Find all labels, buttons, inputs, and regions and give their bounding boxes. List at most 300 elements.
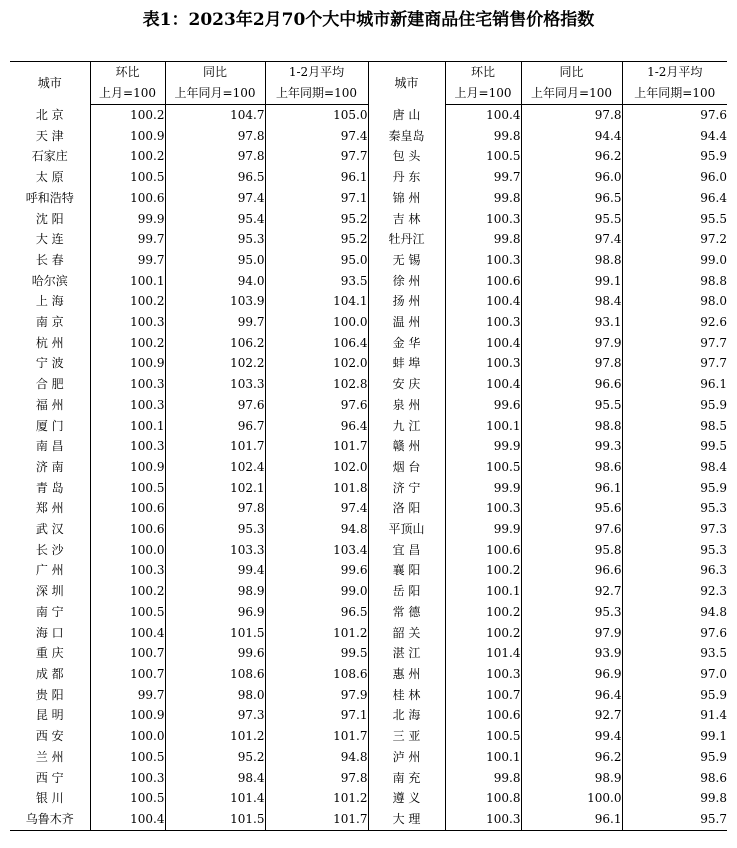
yoy-value-right: 99.1 <box>521 271 622 292</box>
mom-value-left: 99.7 <box>90 250 165 271</box>
yoy-value-left: 102.2 <box>165 353 265 374</box>
mom-value-left: 100.3 <box>90 312 165 333</box>
yoy-value-right: 98.8 <box>521 250 622 271</box>
mom-value-left: 100.9 <box>90 457 165 478</box>
city-name-left: 西 安 <box>35 729 64 744</box>
yoy-value-left: 98.9 <box>165 581 265 602</box>
mom-value-right: 100.5 <box>445 726 521 747</box>
city-name-right: 南 充 <box>368 768 445 789</box>
mom-value-right: 100.7 <box>445 685 521 706</box>
table-row <box>10 416 727 437</box>
table-row <box>10 498 727 519</box>
city-name-left: 昆 明 <box>35 708 64 723</box>
yoy-value-right: 98.8 <box>521 416 622 437</box>
mom-value-left: 100.2 <box>90 581 165 602</box>
mom-value-right: 100.4 <box>445 333 521 354</box>
mom-value-right: 99.9 <box>445 519 521 540</box>
avg-value-left: 97.8 <box>265 768 368 789</box>
yoy-value-right: 96.2 <box>521 747 622 768</box>
mom-value-left: 100.3 <box>90 436 165 457</box>
mom-value-left: 100.5 <box>90 167 165 188</box>
city-name-right: 洛 阳 <box>368 498 445 519</box>
city-name-right: 宜 昌 <box>368 540 445 561</box>
mom-value-left: 100.1 <box>90 271 165 292</box>
yoy-value-left: 95.2 <box>165 747 265 768</box>
table-row <box>10 705 727 726</box>
yoy-value-left: 98.4 <box>165 768 265 789</box>
avg-value-right: 99.5 <box>622 436 727 457</box>
mom-value-left: 100.6 <box>90 498 165 519</box>
city-name-right: 襄 阳 <box>368 560 445 581</box>
mom-value-right: 99.9 <box>445 436 521 457</box>
avg-value-left: 108.6 <box>265 664 368 685</box>
city-name-left: 长 春 <box>35 252 64 267</box>
yoy-value-right: 100.0 <box>521 788 622 809</box>
avg-value-right: 99.1 <box>622 726 727 747</box>
yoy-value-right: 93.1 <box>521 312 622 333</box>
yoy-value-left: 99.6 <box>165 643 265 664</box>
avg-value-left: 102.8 <box>265 374 368 395</box>
mom-value-right: 100.2 <box>445 602 521 623</box>
mom-value-left: 100.5 <box>90 478 165 499</box>
avg-value-left: 104.1 <box>265 291 368 312</box>
yoy-value-left: 97.6 <box>165 395 265 416</box>
avg-value-left: 106.4 <box>265 333 368 354</box>
avg-value-right: 95.9 <box>622 146 727 167</box>
avg-value-left: 102.0 <box>265 457 368 478</box>
city-name-right: 烟 台 <box>368 457 445 478</box>
yoy-value-right: 95.8 <box>521 540 622 561</box>
avg-value-right: 97.7 <box>622 353 727 374</box>
yoy-value-left: 99.7 <box>165 312 265 333</box>
avg-value-right: 94.4 <box>622 126 727 147</box>
mom-value-right: 100.3 <box>445 353 521 374</box>
yoy-value-right: 98.9 <box>521 768 622 789</box>
table-row <box>10 457 727 478</box>
avg-value-right: 93.5 <box>622 643 727 664</box>
city-name-right: 丹 东 <box>368 167 445 188</box>
avg-value-left: 94.8 <box>265 519 368 540</box>
yoy-value-left: 97.8 <box>165 498 265 519</box>
mom-value-left: 100.2 <box>90 105 165 126</box>
avg-value-left: 99.0 <box>265 581 368 602</box>
mom-value-left: 100.2 <box>90 146 165 167</box>
avg-value-right: 95.9 <box>622 478 727 499</box>
city-name-left: 太 原 <box>35 170 64 185</box>
avg-value-left: 99.6 <box>265 560 368 581</box>
mom-value-right: 100.3 <box>445 498 521 519</box>
table-body <box>10 105 727 831</box>
table-row <box>10 395 727 416</box>
yoy-value-right: 96.9 <box>521 664 622 685</box>
avg-value-left: 105.0 <box>265 105 368 126</box>
city-name-left: 深 圳 <box>35 584 64 599</box>
mom-value-left: 100.9 <box>90 353 165 374</box>
city-name-right: 湛 江 <box>368 643 445 664</box>
yoy-value-left: 101.2 <box>165 726 265 747</box>
yoy-value-right: 95.5 <box>521 209 622 230</box>
city-name-left: 天 津 <box>35 128 64 143</box>
city-name-right: 九 江 <box>368 416 445 437</box>
city-name-right: 遵 义 <box>368 788 445 809</box>
yoy-value-right: 96.6 <box>521 374 622 395</box>
avg-value-left: 94.8 <box>265 747 368 768</box>
table-row <box>10 540 727 561</box>
mom-value-left: 100.0 <box>90 726 165 747</box>
mom-value-left: 100.7 <box>90 643 165 664</box>
city-name-right: 锦 州 <box>368 188 445 209</box>
city-name-right: 赣 州 <box>368 436 445 457</box>
mom-value-left: 100.7 <box>90 664 165 685</box>
mom-base-right: 上月=100 <box>445 83 521 105</box>
avg-value-left: 101.2 <box>265 623 368 644</box>
table-row <box>10 560 727 581</box>
mom-value-right: 100.3 <box>445 250 521 271</box>
mom-value-right: 99.9 <box>445 478 521 499</box>
yoy-header-right: 同比 <box>521 62 622 84</box>
yoy-value-left: 97.8 <box>165 146 265 167</box>
mom-value-right: 99.8 <box>445 229 521 250</box>
city-name-right: 泸 州 <box>368 747 445 768</box>
yoy-value-left: 95.3 <box>165 519 265 540</box>
yoy-value-right: 95.3 <box>521 602 622 623</box>
city-name-right: 惠 州 <box>368 664 445 685</box>
avg-value-left: 93.5 <box>265 271 368 292</box>
yoy-value-left: 103.3 <box>165 540 265 561</box>
mom-value-right: 100.3 <box>445 664 521 685</box>
mom-value-right: 100.3 <box>445 312 521 333</box>
yoy-value-left: 94.0 <box>165 271 265 292</box>
city-name-right: 包 头 <box>368 146 445 167</box>
mom-base-left: 上月=100 <box>90 83 165 105</box>
yoy-value-right: 99.3 <box>521 436 622 457</box>
table-row <box>10 271 727 292</box>
avg-value-right: 96.3 <box>622 560 727 581</box>
city-name-left: 长 沙 <box>35 542 64 557</box>
avg-value-right: 92.6 <box>622 312 727 333</box>
mom-value-left: 100.3 <box>90 395 165 416</box>
mom-value-left: 100.1 <box>90 416 165 437</box>
mom-value-right: 100.2 <box>445 560 521 581</box>
yoy-value-left: 97.3 <box>165 705 265 726</box>
table-row <box>10 809 727 830</box>
yoy-value-left: 102.1 <box>165 478 265 499</box>
mom-value-right: 99.8 <box>445 188 521 209</box>
yoy-value-left: 98.0 <box>165 685 265 706</box>
mom-value-left: 100.9 <box>90 705 165 726</box>
yoy-value-left: 96.7 <box>165 416 265 437</box>
mom-value-left: 99.7 <box>90 229 165 250</box>
avg-value-right: 97.6 <box>622 105 727 126</box>
city-name-right: 无 锡 <box>368 250 445 271</box>
city-name-left: 银 川 <box>35 791 64 806</box>
city-name-right: 徐 州 <box>368 271 445 292</box>
avg-value-right: 96.1 <box>622 374 727 395</box>
city-name-left: 沈 阳 <box>35 211 64 226</box>
avg-value-right: 97.7 <box>622 333 727 354</box>
city-name-left: 呼和浩特 <box>25 190 74 205</box>
mom-value-left: 99.7 <box>90 685 165 706</box>
mom-value-right: 99.7 <box>445 167 521 188</box>
avg-value-right: 95.5 <box>622 209 727 230</box>
price-index-table <box>10 61 727 831</box>
yoy-value-left: 101.5 <box>165 623 265 644</box>
yoy-value-right: 96.1 <box>521 809 622 830</box>
yoy-value-left: 106.2 <box>165 333 265 354</box>
avg-value-right: 96.0 <box>622 167 727 188</box>
yoy-value-right: 99.4 <box>521 726 622 747</box>
mom-value-left: 100.3 <box>90 768 165 789</box>
mom-value-left: 100.6 <box>90 519 165 540</box>
yoy-base-right: 上年同月=100 <box>521 83 622 105</box>
yoy-value-left: 95.4 <box>165 209 265 230</box>
avg-value-right: 98.6 <box>622 768 727 789</box>
avg-value-right: 95.3 <box>622 540 727 561</box>
city-name-right: 金 华 <box>368 333 445 354</box>
city-name-left: 济 南 <box>35 459 64 474</box>
avg-value-right: 95.3 <box>622 498 727 519</box>
table-row <box>10 229 727 250</box>
city-name-left: 成 都 <box>35 666 64 681</box>
avg-value-right: 97.6 <box>622 623 727 644</box>
mom-value-right: 100.6 <box>445 271 521 292</box>
city-name-right: 泉 州 <box>368 395 445 416</box>
city-name-left: 重 庆 <box>35 646 64 661</box>
city-name-right: 济 宁 <box>368 478 445 499</box>
mom-value-right: 100.3 <box>445 809 521 830</box>
table-row <box>10 788 727 809</box>
avg-base-right: 上年同期=100 <box>622 83 727 105</box>
avg-value-left: 95.0 <box>265 250 368 271</box>
yoy-value-right: 96.2 <box>521 146 622 167</box>
yoy-value-right: 96.1 <box>521 478 622 499</box>
table-row <box>10 291 727 312</box>
avg-header-right: 1-2月平均 <box>622 62 727 84</box>
mom-value-left: 100.5 <box>90 788 165 809</box>
city-name-right: 岳 阳 <box>368 581 445 602</box>
city-name-right: 秦皇岛 <box>368 126 445 147</box>
avg-value-left: 96.1 <box>265 167 368 188</box>
table-title: 表1：2023年2月70个大中城市新建商品住宅销售价格指数 <box>142 10 595 30</box>
avg-header-left: 1-2月平均 <box>265 62 368 84</box>
mom-value-right: 100.1 <box>445 581 521 602</box>
mom-value-right: 99.8 <box>445 768 521 789</box>
city-name-left: 武 汉 <box>35 522 64 537</box>
avg-value-left: 101.2 <box>265 788 368 809</box>
yoy-value-right: 96.4 <box>521 685 622 706</box>
table-row <box>10 581 727 602</box>
table-row <box>10 478 727 499</box>
mom-value-right: 100.1 <box>445 416 521 437</box>
table-row <box>10 436 727 457</box>
yoy-value-right: 95.5 <box>521 395 622 416</box>
avg-value-left: 97.1 <box>265 705 368 726</box>
city-name-right: 桂 林 <box>368 685 445 706</box>
yoy-value-right: 96.6 <box>521 560 622 581</box>
table-row <box>10 126 727 147</box>
city-name-right: 平顶山 <box>368 519 445 540</box>
table-row <box>10 643 727 664</box>
mom-value-right: 100.6 <box>445 705 521 726</box>
city-name-left: 合 肥 <box>35 377 64 392</box>
yoy-value-left: 96.9 <box>165 602 265 623</box>
city-name-left: 宁 波 <box>35 356 64 371</box>
city-name-left: 广 州 <box>35 563 64 578</box>
avg-value-left: 95.2 <box>265 209 368 230</box>
city-name-right: 常 德 <box>368 602 445 623</box>
yoy-value-right: 94.4 <box>521 126 622 147</box>
yoy-value-left: 102.4 <box>165 457 265 478</box>
yoy-value-left: 104.7 <box>165 105 265 126</box>
yoy-value-right: 97.9 <box>521 623 622 644</box>
mom-value-right: 100.3 <box>445 209 521 230</box>
mom-header-right: 环比 <box>445 62 521 84</box>
mom-value-right: 100.4 <box>445 374 521 395</box>
avg-value-right: 98.0 <box>622 291 727 312</box>
yoy-value-left: 101.4 <box>165 788 265 809</box>
yoy-value-right: 96.5 <box>521 188 622 209</box>
avg-value-right: 95.7 <box>622 809 727 830</box>
yoy-value-right: 97.9 <box>521 333 622 354</box>
header-row-1 <box>10 62 727 84</box>
avg-value-right: 99.8 <box>622 788 727 809</box>
city-name-left: 石家庄 <box>31 149 68 164</box>
table-row <box>10 685 727 706</box>
city-name-left: 郑 州 <box>35 501 64 516</box>
yoy-value-left: 101.5 <box>165 809 265 830</box>
yoy-header-left: 同比 <box>165 62 265 84</box>
table-row <box>10 105 727 126</box>
table-row <box>10 188 727 209</box>
avg-value-left: 103.4 <box>265 540 368 561</box>
mom-value-right: 100.4 <box>445 105 521 126</box>
mom-value-left: 100.0 <box>90 540 165 561</box>
city-name-right: 牡丹江 <box>368 229 445 250</box>
city-name-left: 南 宁 <box>35 604 64 619</box>
yoy-value-right: 98.4 <box>521 291 622 312</box>
yoy-value-right: 92.7 <box>521 581 622 602</box>
mom-value-right: 99.8 <box>445 126 521 147</box>
city-name-left: 大 连 <box>35 232 64 247</box>
mom-value-right: 100.2 <box>445 623 521 644</box>
mom-value-right: 100.6 <box>445 540 521 561</box>
avg-value-left: 101.7 <box>265 726 368 747</box>
mom-value-right: 100.8 <box>445 788 521 809</box>
city-name-right: 温 州 <box>368 312 445 333</box>
yoy-value-right: 97.8 <box>521 353 622 374</box>
mom-value-left: 100.9 <box>90 126 165 147</box>
avg-value-right: 98.5 <box>622 416 727 437</box>
city-name-left: 乌鲁木齐 <box>10 809 90 830</box>
yoy-value-right: 97.4 <box>521 229 622 250</box>
city-name-left: 南 京 <box>35 315 64 330</box>
city-name-left: 福 州 <box>35 397 64 412</box>
avg-value-left: 101.7 <box>265 436 368 457</box>
avg-value-left: 97.6 <box>265 395 368 416</box>
city-header-right: 城市 <box>368 62 445 105</box>
mom-value-left: 100.4 <box>90 623 165 644</box>
table-row <box>10 209 727 230</box>
table-row <box>10 768 727 789</box>
avg-value-right: 98.4 <box>622 457 727 478</box>
city-name-left: 南 昌 <box>35 439 64 454</box>
mom-value-right: 100.4 <box>445 291 521 312</box>
city-name-right: 安 庆 <box>368 374 445 395</box>
avg-value-left: 97.1 <box>265 188 368 209</box>
city-name-left: 青 岛 <box>35 480 64 495</box>
table-row <box>10 167 727 188</box>
avg-base-left: 上年同期=100 <box>265 83 368 105</box>
city-name-right: 大 理 <box>368 809 445 830</box>
city-name-left: 杭 州 <box>35 335 64 350</box>
yoy-value-left: 101.7 <box>165 436 265 457</box>
yoy-value-right: 97.6 <box>521 519 622 540</box>
city-name-right: 吉 林 <box>368 209 445 230</box>
yoy-value-right: 95.6 <box>521 498 622 519</box>
mom-value-left: 99.9 <box>90 209 165 230</box>
city-header-left: 城市 <box>10 62 90 105</box>
mom-value-right: 100.1 <box>445 747 521 768</box>
avg-value-left: 96.4 <box>265 416 368 437</box>
mom-value-left: 100.2 <box>90 291 165 312</box>
city-name-right: 唐 山 <box>368 105 445 126</box>
yoy-value-left: 99.4 <box>165 560 265 581</box>
table-row <box>10 146 727 167</box>
avg-value-left: 101.8 <box>265 478 368 499</box>
mom-value-right: 100.5 <box>445 146 521 167</box>
avg-value-left: 97.4 <box>265 498 368 519</box>
avg-value-left: 97.9 <box>265 685 368 706</box>
avg-value-left: 96.5 <box>265 602 368 623</box>
mom-value-left: 100.6 <box>90 188 165 209</box>
yoy-base-left: 上年同月=100 <box>165 83 265 105</box>
city-name-left: 上 海 <box>35 294 64 309</box>
table-row <box>10 333 727 354</box>
avg-value-right: 97.3 <box>622 519 727 540</box>
table-row <box>10 312 727 333</box>
mom-value-right: 99.6 <box>445 395 521 416</box>
table-row <box>10 602 727 623</box>
yoy-value-right: 93.9 <box>521 643 622 664</box>
avg-value-left: 99.5 <box>265 643 368 664</box>
yoy-value-left: 95.0 <box>165 250 265 271</box>
avg-value-left: 100.0 <box>265 312 368 333</box>
city-name-left: 贵 阳 <box>35 687 64 702</box>
yoy-value-left: 103.9 <box>165 291 265 312</box>
table-row <box>10 353 727 374</box>
avg-value-right: 97.0 <box>622 664 727 685</box>
yoy-value-right: 92.7 <box>521 705 622 726</box>
avg-value-right: 91.4 <box>622 705 727 726</box>
city-name-left: 哈尔滨 <box>31 273 68 288</box>
yoy-value-left: 97.4 <box>165 188 265 209</box>
mom-value-left: 100.3 <box>90 374 165 395</box>
table-row <box>10 664 727 685</box>
avg-value-right: 94.8 <box>622 602 727 623</box>
yoy-value-right: 97.8 <box>521 105 622 126</box>
avg-value-left: 97.4 <box>265 126 368 147</box>
mom-value-left: 100.2 <box>90 333 165 354</box>
avg-value-right: 98.8 <box>622 271 727 292</box>
city-name-left: 厦 门 <box>35 418 64 433</box>
city-name-left: 西 宁 <box>35 770 64 785</box>
yoy-value-right: 98.6 <box>521 457 622 478</box>
city-name-right: 扬 州 <box>368 291 445 312</box>
avg-value-left: 97.7 <box>265 146 368 167</box>
city-name-left: 海 口 <box>35 625 64 640</box>
city-name-right: 三 亚 <box>368 726 445 747</box>
yoy-value-left: 96.5 <box>165 167 265 188</box>
